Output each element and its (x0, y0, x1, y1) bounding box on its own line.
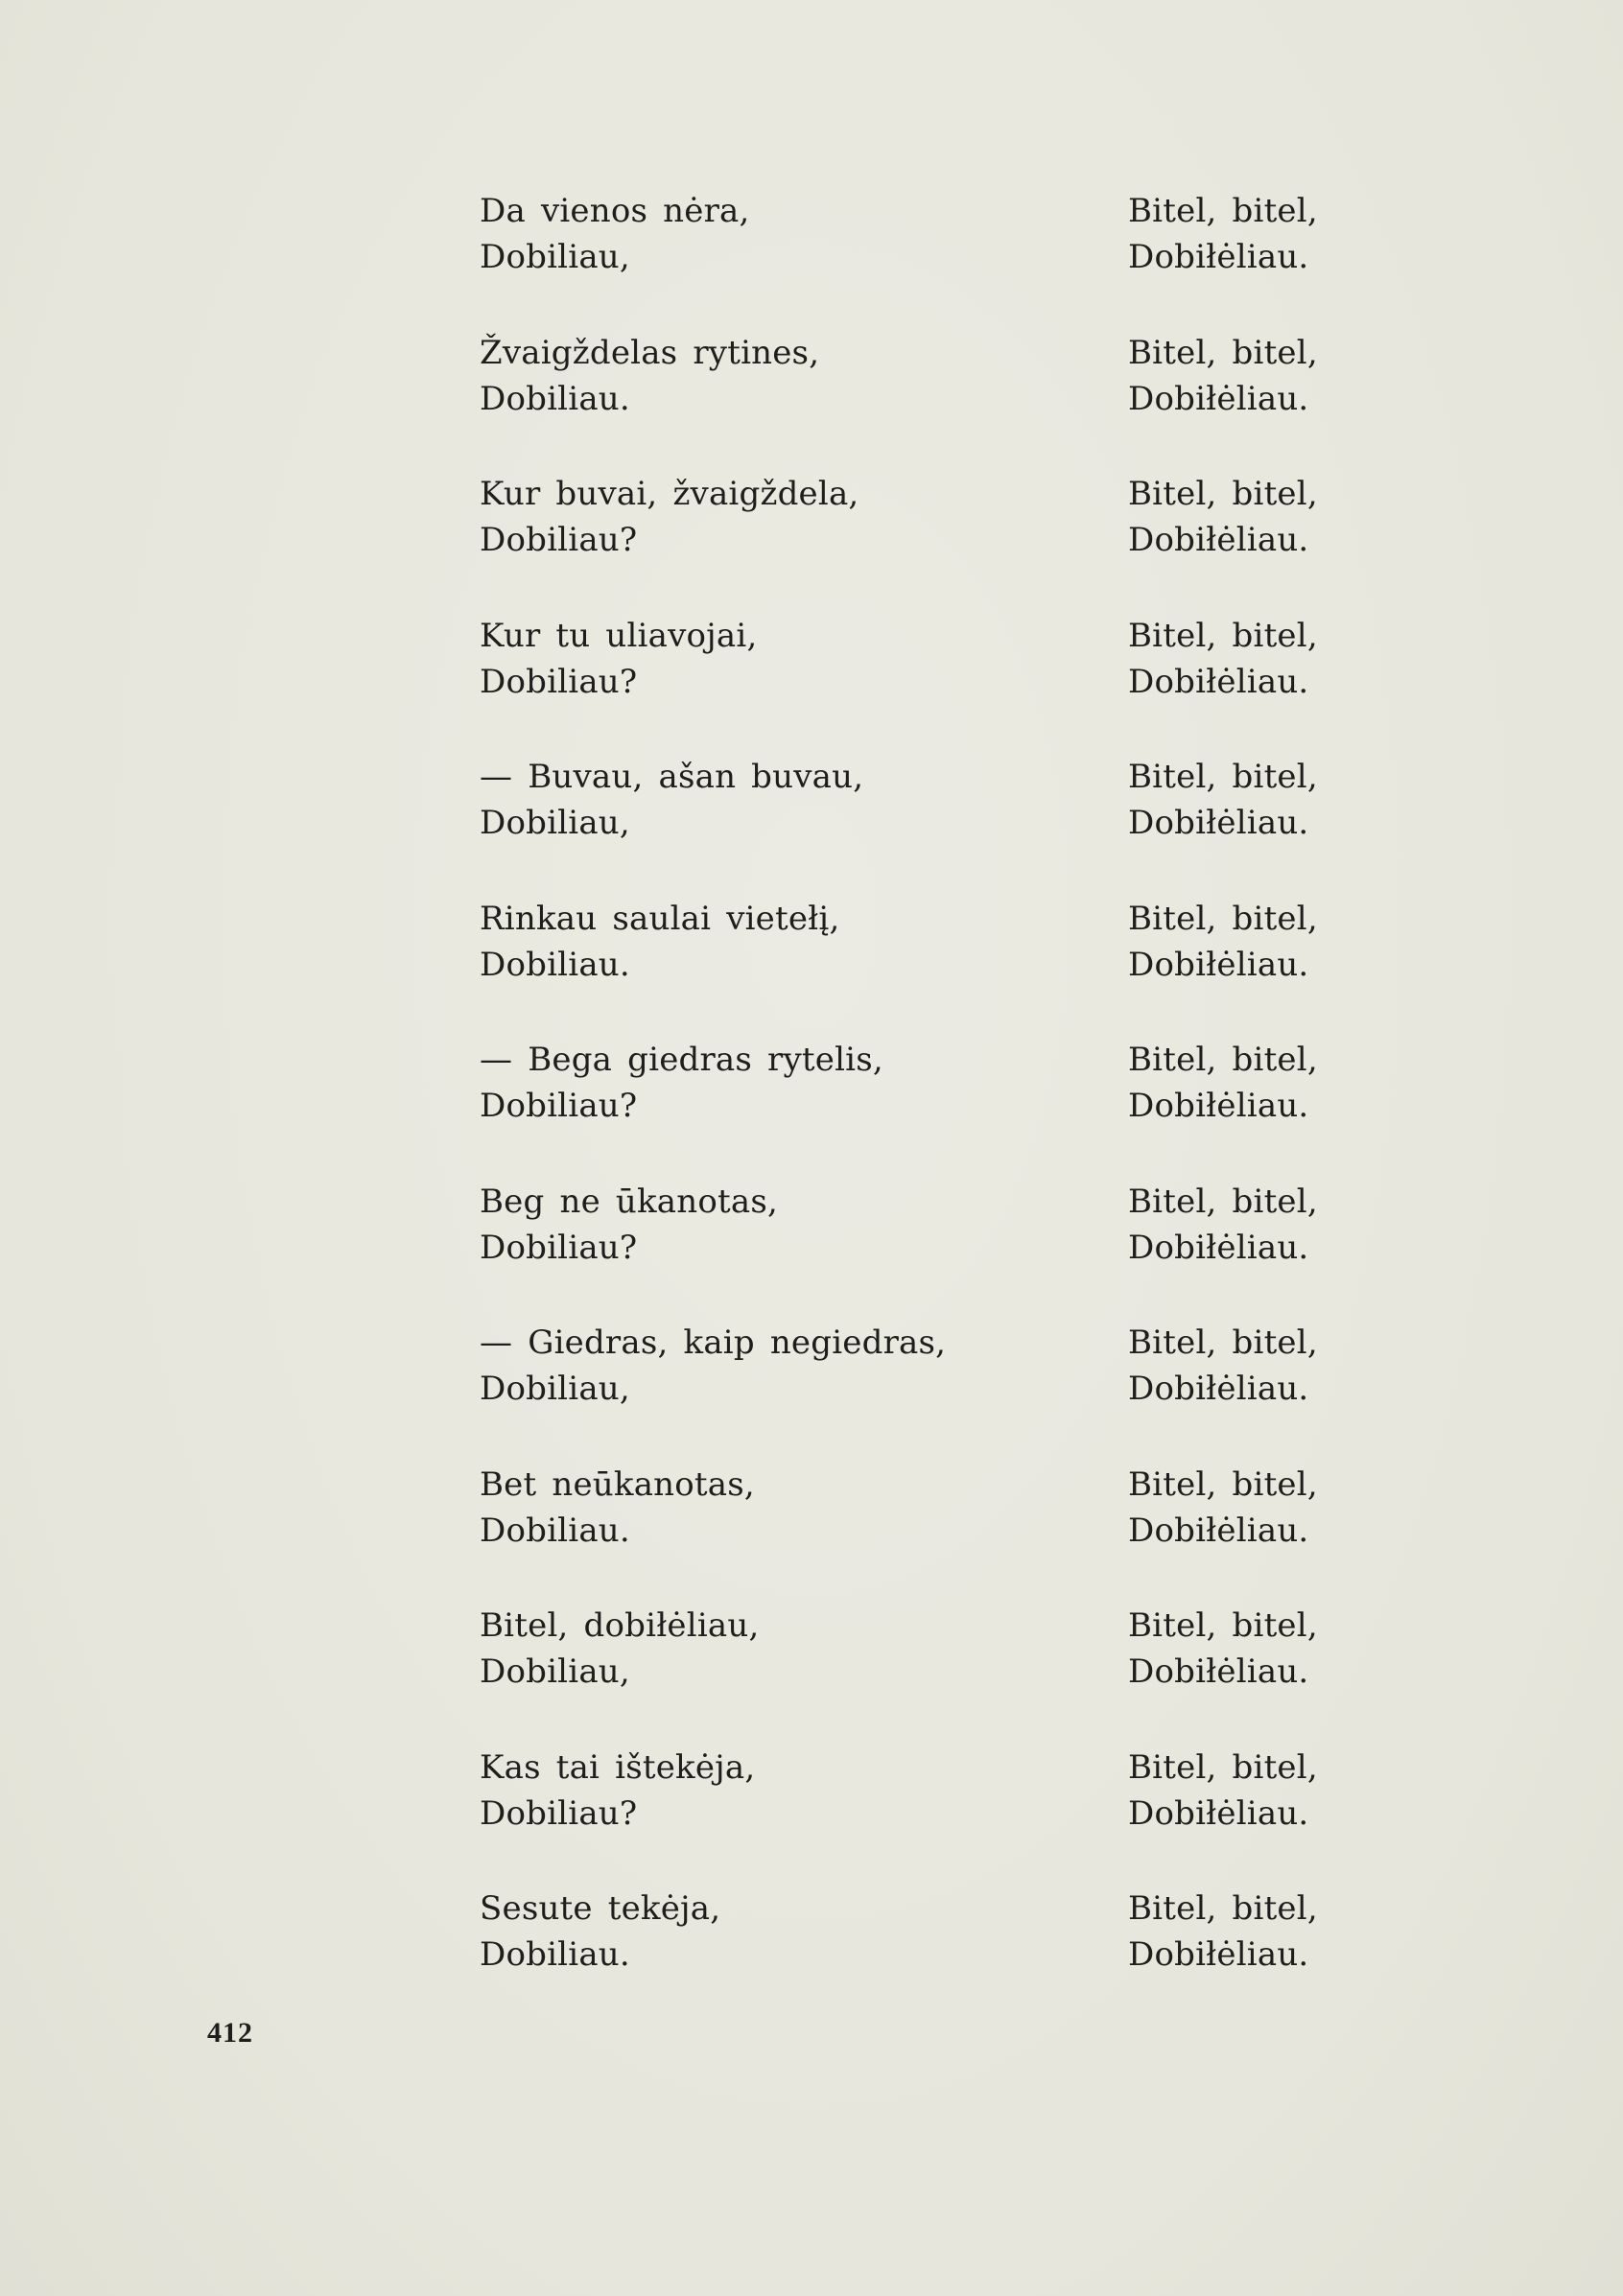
verse-line: Bet neūkanotas, (480, 1464, 755, 1504)
stanza (480, 1886, 1017, 2027)
refrain-stanza (1128, 754, 1377, 896)
refrain-line: Bitel, bitel, (1128, 475, 1318, 513)
refrain-line: Dobiłėliau. (1128, 804, 1309, 842)
refrain-stanza (1128, 1462, 1377, 1604)
stanza (480, 1179, 1017, 1321)
refrain-line: Bitel, bitel, (1128, 616, 1318, 655)
refrain-stanza (1128, 1320, 1377, 1462)
verse-line: Da vienos nėra, (480, 192, 750, 230)
verse-line: — Giedras, kaip negiedras, (480, 1324, 947, 1362)
refrain-line: Dobiłėliau. (1128, 521, 1309, 559)
refrain-line: Bitel, bitel, (1128, 1041, 1318, 1079)
refrain-line: Bitel, bitel, (1128, 1606, 1318, 1645)
verse-line: Kas tai ištekėja, (480, 1747, 756, 1787)
verse-refrain: Dobiliau? (480, 521, 638, 559)
verse-refrain: Dobiliau, (480, 238, 630, 276)
verse-line: Beg ne ūkanotas, (480, 1182, 779, 1221)
verse-refrain: Dobiliau? (480, 1793, 638, 1833)
verse-refrain: Dobiliau. (480, 1511, 630, 1550)
stanza (480, 330, 1017, 472)
refrain-line: Dobiłėliau. (1128, 379, 1309, 418)
refrain-line: Bitel, bitel, (1128, 899, 1318, 938)
verse-refrain: Dobiliau. (480, 1935, 630, 1974)
stanza (480, 896, 1017, 1038)
refrain-line: Dobiłėliau. (1128, 1087, 1309, 1125)
refrain-stanza (1128, 613, 1377, 755)
verse-line: — Bega giedras rytelis, (480, 1041, 883, 1079)
refrain-line: Dobiłėliau. (1128, 1793, 1309, 1833)
verse-line: Rinkau saulai vietełį, (480, 899, 840, 938)
verse-refrain: Dobiliau? (480, 1087, 638, 1125)
verse-refrain: Dobiliau? (480, 662, 638, 701)
stanza (480, 1462, 1017, 1604)
stanza (480, 188, 1017, 330)
refrain-line: Dobiłėliau. (1128, 1935, 1309, 1974)
refrain-line: Dobiłėliau. (1128, 662, 1309, 701)
refrain-line: Dobiłėliau. (1128, 1228, 1309, 1267)
verse-refrain: Dobiliau. (480, 379, 630, 418)
verse-line: — Buvau, ašan buvau, (480, 758, 864, 796)
stanza (480, 1603, 1017, 1745)
refrain-line: Dobiłėliau. (1128, 238, 1309, 276)
refrain-line: Bitel, bitel, (1128, 1747, 1318, 1787)
refrain-line: Bitel, bitel, (1128, 1464, 1318, 1504)
verse-line: Žvaigždelas rytines, (480, 333, 820, 372)
stanza (480, 613, 1017, 755)
refrain-stanza (1128, 471, 1377, 613)
refrain-line: Bitel, bitel, (1128, 1182, 1318, 1221)
verse-refrain: Dobiliau, (480, 1652, 630, 1691)
refrain-line: Bitel, bitel, (1128, 1324, 1318, 1362)
refrain-stanza (1128, 1603, 1377, 1745)
refrain-stanza (1128, 1179, 1377, 1321)
verse-refrain: Dobiliau? (480, 1228, 638, 1267)
refrain-stanza (1128, 330, 1377, 472)
stanza (480, 754, 1017, 896)
verse-refrain: Dobiliau, (480, 804, 630, 842)
refrain-line: Dobiłėliau. (1128, 945, 1309, 984)
refrain-stanza (1128, 188, 1377, 330)
verse-column-right (1128, 188, 1377, 2027)
verse-line: Sesute tekėja, (480, 1889, 721, 1928)
refrain-line: Dobiłėliau. (1128, 1511, 1309, 1550)
verse-refrain: Dobiliau. (480, 945, 630, 984)
verse-line: Bitel, dobiłėliau, (480, 1606, 760, 1645)
verse-refrain: Dobiliau, (480, 1370, 630, 1408)
refrain-line: Bitel, bitel, (1128, 192, 1318, 230)
stanza (480, 471, 1017, 613)
refrain-stanza (1128, 1886, 1377, 2027)
refrain-line: Dobiłėliau. (1128, 1652, 1309, 1691)
refrain-stanza (1128, 896, 1377, 1038)
refrain-stanza (1128, 1037, 1377, 1179)
refrain-stanza (1128, 1745, 1377, 1886)
stanza (480, 1037, 1017, 1179)
stanza (480, 1745, 1017, 1886)
refrain-line: Bitel, bitel, (1128, 1889, 1318, 1928)
verse-line: Kur buvai, žvaigždela, (480, 475, 859, 513)
refrain-line: Bitel, bitel, (1128, 758, 1318, 796)
stanza (480, 1320, 1017, 1462)
refrain-line: Bitel, bitel, (1128, 333, 1318, 372)
refrain-line: Dobiłėliau. (1128, 1370, 1309, 1408)
verse-line: Kur tu uliavojai, (480, 616, 758, 655)
verse-column-left (480, 188, 1017, 2027)
page-number: 412 (207, 2017, 253, 2049)
